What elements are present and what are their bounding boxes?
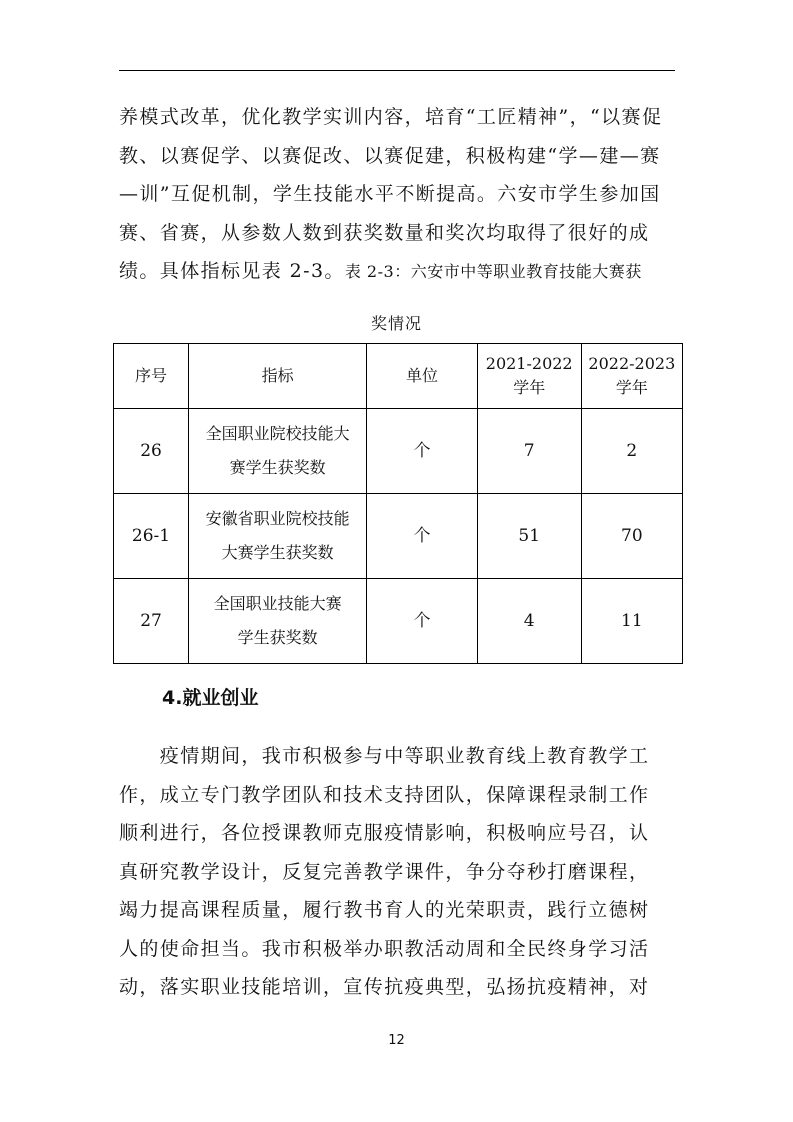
- table-header-row: [114, 344, 683, 409]
- header-indicator: 指标: [189, 344, 367, 409]
- paragraph-line-text: 绩。具体指标见表 2-3。: [119, 260, 345, 282]
- header-year-2022: 2022-2023 学年: [581, 344, 682, 409]
- paragraph-line: 疫情期间，我市积极参与中等职业教育线上教育教学工: [119, 745, 650, 767]
- cell-2022: 70: [581, 494, 682, 579]
- paragraph-line: 人的使命担当。我市积极举办职教活动周和全民终身学习活: [119, 937, 650, 960]
- header-rule: [119, 70, 675, 71]
- paragraph-line: 竭力提高课程质量，履行教书育人的光荣职责，践行立德树: [119, 899, 650, 921]
- page-number: 12: [388, 1033, 405, 1048]
- top-paragraph: [119, 98, 675, 292]
- paragraph-line: 真研究教学设计，反复完善教学课件，争分夺秒打磨课程，: [119, 860, 650, 883]
- table-row: [114, 494, 683, 579]
- cell-unit: 个: [367, 494, 477, 579]
- paragraph-line: —训”互促机制，学生技能水平不断提高。六安市学生参加国: [119, 183, 661, 205]
- cell-indicator: 全国职业院校技能大 赛学生获奖数: [189, 409, 367, 494]
- cell-no: 26: [114, 409, 189, 494]
- header-no: 序号: [114, 344, 189, 409]
- paragraph-line: [119, 252, 675, 292]
- header-unit: 单位: [367, 344, 477, 409]
- header-year-2021: 2021-2022 学年: [477, 344, 581, 409]
- cell-unit: 个: [367, 409, 477, 494]
- table-row: [114, 579, 683, 664]
- section-heading: 4.就业创业: [162, 687, 259, 709]
- cell-2021: 7: [477, 409, 581, 494]
- table-row: [114, 409, 683, 494]
- paragraph-line: 顺利进行，各位授课教师克服疫情影响，积极响应号召，认: [119, 822, 650, 844]
- cell-no: 26-1: [114, 494, 189, 579]
- award-table: [113, 343, 683, 664]
- paragraph-line: 养模式改革，优化教学实训内容，培育“工匠精神”，“以赛促: [119, 106, 663, 128]
- cell-indicator: 全国职业技能大赛 学生获奖数: [189, 579, 367, 664]
- cell-unit: 个: [367, 579, 477, 664]
- paragraph-line: 赛、省赛，从参数人数到获奖数量和奖次均取得了很好的成: [119, 221, 650, 244]
- table-caption: 表 2-3：六安市中等职业教育技能大赛获: [344, 262, 642, 281]
- cell-no: 27: [114, 579, 189, 664]
- cell-2022: 2: [581, 409, 682, 494]
- cell-2022: 11: [581, 579, 682, 664]
- bottom-paragraph: [119, 737, 675, 1007]
- cell-2021: 51: [477, 494, 581, 579]
- cell-2021: 4: [477, 579, 581, 664]
- paragraph-line: 动，落实职业技能培训，宣传抗疫典型，弘扬抗疫精神，对: [119, 976, 650, 998]
- paragraph-line: 教、以赛促学、以赛促改、以赛促建，积极构建“学—建—赛: [119, 144, 661, 167]
- cell-indicator: 安徽省职业院校技能 大赛学生获奖数: [189, 494, 367, 579]
- table-caption-continued: 奖情况: [370, 314, 422, 333]
- paragraph-line: 作，成立专门教学团队和技术支持团队，保障课程录制工作: [119, 783, 650, 806]
